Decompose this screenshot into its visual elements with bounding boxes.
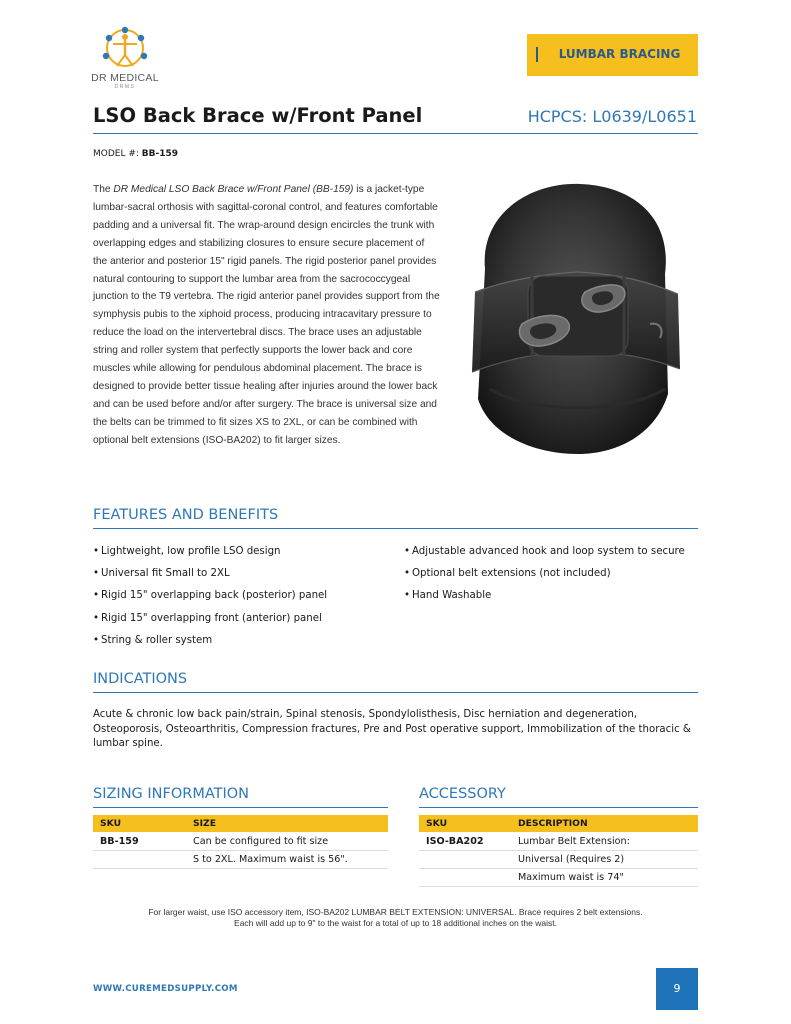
features-list-right xyxy=(404,545,698,612)
page-number: 9 xyxy=(656,968,698,1010)
accessory-table xyxy=(419,815,698,890)
sizing-sku: BB-159 xyxy=(100,836,139,847)
description-lead: The xyxy=(93,184,114,195)
table-row xyxy=(419,851,698,869)
feature-item: • Adjustable advanced hook and loop system to secure xyxy=(404,545,698,558)
description-product-name: DR Medical LSO Back Brace w/Front Panel (BB-159) xyxy=(113,184,354,195)
product-title: LSO Back Brace w/Front Panel xyxy=(93,104,423,127)
title-divider xyxy=(93,133,698,134)
accessory-description: Maximum waist is 74" xyxy=(518,872,624,883)
back-brace-image xyxy=(450,174,700,464)
category-tab xyxy=(527,34,698,76)
logo-wordmark: DR MEDICAL xyxy=(91,72,159,84)
sizing-header-size: SIZE xyxy=(193,818,216,829)
footnote-line: For larger waist, use ISO accessory item, ISO-BA202 LUMBAR BELT EXTENSION: UNIVERSAL. Brace requires 2 belt extensions. xyxy=(148,907,643,917)
feature-item: • Optional belt extensions (not included) xyxy=(404,567,698,580)
feature-item: • Hand Washable xyxy=(404,589,698,602)
accessory-divider xyxy=(419,807,698,808)
sizing-size: S to 2XL. Maximum waist is 56". xyxy=(193,854,348,865)
sizing-size: Can be configured to fit size xyxy=(193,836,329,847)
accessory-header-description: DESCRIPTION xyxy=(518,818,588,829)
table-row xyxy=(419,869,698,887)
accessory-table-header xyxy=(419,815,698,832)
accessory-description: Universal (Requires 2) xyxy=(518,854,625,865)
model-label: MODEL #: xyxy=(93,149,139,159)
description-body: is a jacket-type lumbar-sacral orthosis with sagittal-coronal control, and features comfortable padding and a universal fit. The wrap-around design encircles the trunk with overlapping edges and stabilizing closures to ensure secure placement of the anterior and posterior 15" rigid panels. The rigid posterior panel provides natural contouring to support the lumbar area from the sacrococcygeal junction to the T9 vertebra. The rigid anterior panel provides support from the symphysis pubis to the xiphoid process, producing intracavitary pressure to reduce the load on the intervertebral discs. The brace uses an adjustable string and roller system that perfectly supports the lower back and core muscles while allowing for pendulous abdominal placement. The brace is designed to provide better tissue healing after injuries around the lower back and can be used before and/or after surgery. The brace is universal size and the belts can be trimmed to fit sizes XS to 2XL, or can be combined with optional belt extensions (ISO-BA202) to fit larger sizes. xyxy=(93,184,440,446)
sizing-table-header xyxy=(93,815,388,832)
indications-text: Acute & chronic low back pain/strain, Spinal stenosis, Spondylolisthesis, Disc herniation and degeneration, Osteoporosis, Osteoarthritis, Compression fractures, Pre and Post operative support, Immobilization of the thoracic & lumbar spine. xyxy=(93,709,691,750)
feature-item: • String & roller system xyxy=(93,634,393,647)
feature-item: • Lightweight, low profile LSO design xyxy=(93,545,393,558)
feature-item: • Rigid 15" overlapping back (posterior) panel xyxy=(93,589,393,602)
accessory-header-sku: SKU xyxy=(426,818,448,829)
footnote-line: Each will add up to 9" to the waist for a total of up to 18 additional inches on the waist. xyxy=(234,917,557,928)
table-row xyxy=(93,833,388,851)
feature-item: • Universal fit Small to 2XL xyxy=(93,567,393,580)
model-value: BB-159 xyxy=(141,149,179,159)
logo-subtitle: DRMS xyxy=(114,84,136,90)
hcpcs-code: HCPCS: L0639/L0651 xyxy=(527,107,697,126)
footnote xyxy=(93,907,698,928)
accessory-heading: ACCESSORY xyxy=(419,786,506,802)
accessory-sku: ISO-BA202 xyxy=(426,836,484,847)
product-description xyxy=(93,181,441,450)
feature-item: • Rigid 15" overlapping front (anterior) panel xyxy=(93,612,393,625)
indications-heading: INDICATIONS xyxy=(93,671,188,687)
model-number xyxy=(93,149,178,159)
footer-website-link[interactable]: WWW.CUREMEDSUPPLY.COM xyxy=(93,984,238,994)
sizing-header-sku: SKU xyxy=(100,818,122,829)
sizing-divider xyxy=(93,807,388,808)
features-list-left xyxy=(93,545,393,656)
features-heading: FEATURES AND BENEFITS xyxy=(93,507,279,523)
accessory-description: Lumbar Belt Extension: xyxy=(518,836,630,847)
sizing-table xyxy=(93,815,388,875)
table-row xyxy=(93,851,388,869)
table-row xyxy=(419,833,698,851)
indications-divider xyxy=(93,692,698,693)
features-divider xyxy=(93,528,698,529)
sizing-heading: SIZING INFORMATION xyxy=(93,786,250,802)
category-label: LUMBAR BRACING xyxy=(558,47,681,61)
